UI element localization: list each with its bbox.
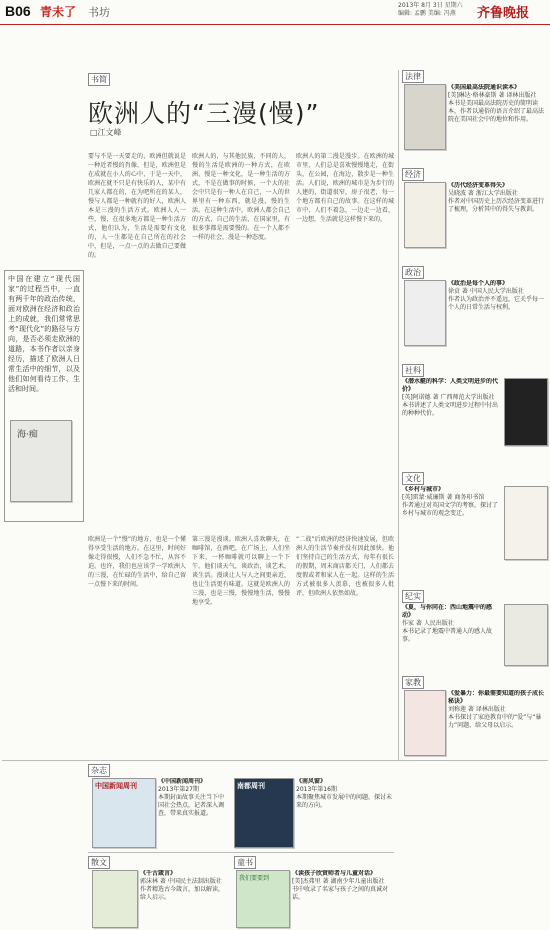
section-tag-social: 社科 [402, 364, 424, 377]
section-tag-politics: 政治 [402, 266, 424, 279]
book-cover-culture [504, 486, 548, 560]
page-number: B06 [5, 3, 31, 19]
book-meta-family: 刘称莲 著 译林出版社 [448, 706, 506, 713]
book-title-law: 《美国最高法院通识读本》 [448, 84, 521, 91]
article-column-6: 欧洲是一个“慢”的地方，也是一个懂得享受生活的地方。在这里，时间好像走得很慢，人们不急不忙，从容不迫。也许，我们也应该学一学欧洲人的三漫，在忙碌的生活中，给自己留一点慢下来的时间。 [88, 536, 186, 588]
article-column-4: 第三漫是漫谈。欧洲人喜欢聊天，在咖啡馆，在酒吧，在广场上，人们坐下来，一杯咖啡就可以聊上一个下午。他们谈天气，谈政治，谈艺术，谈生活。漫谈让人与人之间更亲近，也让生活更有味道。这就是欧洲人的三漫，也是三慢，慢慢地生活，慢慢地享受。 [192, 536, 290, 606]
magazine-issue-2: 2013年第16期 [296, 786, 337, 793]
right-section-family [402, 676, 548, 760]
right-section-economy [402, 168, 548, 258]
magazine-cover-2-title: 南都周刊 [237, 782, 265, 790]
book-title-family: 《爱暴力：你最需要知道的孩子成长秘诀》 [448, 690, 545, 705]
book-title-prose: 《千古箴言》 [140, 870, 177, 877]
book-cover-family [404, 690, 446, 756]
sidebar-book-cover [10, 420, 72, 502]
header-date: 2013年 8月 3日 星期六 [398, 2, 463, 9]
article-column-2: 欧洲人的，与其他民族，不同的人，慢的生活是欧洲的一种方式，在欧洲，慢是一种文化，是一种生活的方式，不是在做事的时候，一个大的社会中只是有一种人在自己，一人的世界里有一种东西，就是漫，慢的生活。在这种生活中，欧洲人都会自己的方式，自己的生活，在国家里，有很多事都是需要慢的。在一个人都不一样的社会，漫是一种态度。 [192, 153, 290, 241]
book-cover-social [504, 378, 548, 446]
book-meta-economy: 吴晓波 著 浙江大学出版社 [448, 190, 518, 197]
subsection-title: 书坊 [88, 6, 110, 19]
article-column-5: “二战”后欧洲的经济快速发展，但欧洲人的生活节奏并没有因此加快。他们坚持自己的生活方式，每年有很长的假期，周末商店都关门，人们都去度假或者和家人在一起。这样的生活方式被很多人羡慕，也被很多人批评，但欧洲人依然如故。 [296, 536, 394, 597]
magazine-title-2: 《南风窗》 [296, 778, 327, 785]
sidebar-description: 中国在建立“现代国家”的过程当中，一直有两千年的政治传统，面对欧洲在经济和政治上的成就，我们常常思考“现代化”的路径与方向，是否必须走欧洲的道路，本书作者以亲身经历，描述了欧洲人日常生活中的细节，以及他们如何看待工作、生活和时间。 [8, 275, 80, 393]
magazine-cover-1-title: 中国新闻周刊 [95, 782, 137, 790]
page-header [0, 0, 550, 25]
book-cover-documentary [504, 604, 548, 666]
book-meta-culture: [英]雷蒙·威廉斯 著 商务印书馆 [402, 494, 485, 501]
book-cover-children-title: 我们要要到 [239, 875, 270, 882]
book-meta-prose: 郭沫林 著 中国民主法制出版社 [140, 878, 222, 885]
book-title-children: 《读孩子欣赏师者与儿童对话》 [292, 870, 377, 877]
magazine-issue-1: 2013年第27期 [158, 786, 199, 793]
book-desc-law: 本书是美国最高法院历史的简明读本，作者以通俗的语言介绍了最高法院在美国社会中的地位和作用。 [448, 100, 545, 123]
book-cover-prose [92, 870, 138, 928]
section-title: 青未了 [40, 5, 77, 19]
column-divider [398, 70, 399, 760]
right-section-culture [402, 472, 548, 580]
section-tag-family: 家教 [402, 676, 424, 689]
book-meta-documentary: 作家 著 人民出版社 [402, 620, 454, 627]
book-desc-prose: 作者精选古今箴言，加以解读，给人启示。 [140, 886, 225, 901]
book-desc-economy: 作者对中国历史上历次经济变革进行了梳理，分析其中的得失与教训。 [448, 198, 545, 213]
right-section-documentary [402, 590, 548, 670]
header-info [398, 2, 463, 18]
book-desc-social: 本书讲述了人类文明进步过程中付出的种种代价。 [402, 402, 498, 417]
section-tag-children: 童书 [234, 856, 256, 869]
book-meta-politics: 徐贲 著 中国人民大学出版社 [448, 288, 524, 295]
section-tag-culture: 文化 [402, 472, 424, 485]
book-meta-law: [美]琳达·格林豪斯 著 译林出版社 [448, 92, 537, 99]
book-title-politics: 《政治是每个人的事》 [448, 280, 509, 287]
book-desc-documentary: 本书记录了地震中普通人的感人故事。 [402, 628, 493, 643]
book-title-social: 《潜水艇的科学：人类文明进步的代价》 [402, 378, 498, 393]
section-tag-magazines: 杂志 [88, 764, 110, 777]
book-desc-children: 书中收录了名家与孩子之间的真诚对话。 [292, 886, 389, 901]
book-title-culture: 《乡村与城市》 [402, 486, 445, 493]
book-cover-law [404, 84, 446, 150]
section-tag-prose: 散文 [88, 856, 110, 869]
book-meta-children: [美]杰弗里 著 湖南少年儿童出版社 [292, 878, 385, 885]
article-column-1: 要与不是一天要走的，欧洲但就说是一种近者慢的肖像，但是，欧洲但是在成就在小人的心中，于是一天中，欧洲在就不只是有快乐的人，某中有几家人都在的，在为吧所在的某人，慢与人都是一种就有的好人，欧洲人本是三漫的生活方式。欧洲人人一些，慢，在很多地方都是一种生活方式，他们认为，生活是需要有文化的，人一生都是在自己所在的社会中，但是，一点一点的去做自己要做的。 [88, 153, 186, 259]
header-editors: 编辑: 孟鹏 美编: 冯燕 [398, 10, 456, 17]
right-section-politics [402, 266, 548, 356]
magazine-cover-1 [92, 778, 156, 848]
section-tag-documentary: 纪实 [402, 590, 424, 603]
book-desc-culture: 作者通过对英国文学的考察，探讨了乡村与城市的观念变迁。 [402, 502, 498, 517]
book-title-documentary: 《夏，与你同在：西山地震中的感动》 [402, 604, 493, 619]
bottom-divider-2 [88, 852, 394, 853]
magazine-title-1: 《中国新闻周刊》 [158, 778, 207, 785]
right-column [402, 70, 548, 760]
article-tag: 书简 [88, 73, 110, 86]
newspaper-brand: 齐鲁晚报 [477, 6, 530, 21]
book-desc-family: 本书探讨了家庭教育中的“爱”与“暴力”问题，给父母以启示。 [448, 714, 542, 729]
book-desc-politics: 作者认为政治并不遥远，它关乎每一个人的日常生活与权利。 [448, 296, 545, 311]
sidebar-book-cover-title: 海·痴 [17, 430, 38, 440]
article-column-3: 欧洲人的第二漫是漫步。在欧洲的城市里，人们总是喜欢慢慢地走，在街头，在公园，在海边，散步是一种生活。人们说，欧洲的城市是为步行的人建的，街道很窄，房子很老，每一个地方都有自己的故事。在这样的城市中，人们不着急，一边走一边看，一边想，生活就是这样慢下来的。 [296, 153, 394, 223]
right-section-social [402, 364, 548, 464]
magazine-cover-2 [234, 778, 294, 848]
book-cover-politics [404, 280, 446, 346]
magazine-desc-2: 本期聚焦城市发展中的问题，探讨未来的方向。 [296, 794, 393, 809]
article-title: 欧洲人的“三漫(慢)” [88, 99, 320, 128]
section-tag-economy: 经济 [402, 168, 424, 181]
magazine-desc-1: 本期封面故事关注当下中国社会热点，记者深入调查，带来真实报道。 [158, 794, 225, 817]
book-meta-social: [英]阿诺德 著 广西师范大学出版社 [402, 394, 495, 401]
book-title-economy: 《历代经济变革得失》 [448, 182, 509, 189]
bottom-divider [2, 760, 548, 761]
book-cover-economy [404, 182, 446, 248]
book-cover-children [236, 870, 290, 928]
article-author: □江文峰 [90, 128, 122, 137]
right-section-law [402, 70, 548, 160]
section-tag-law: 法律 [402, 70, 424, 83]
